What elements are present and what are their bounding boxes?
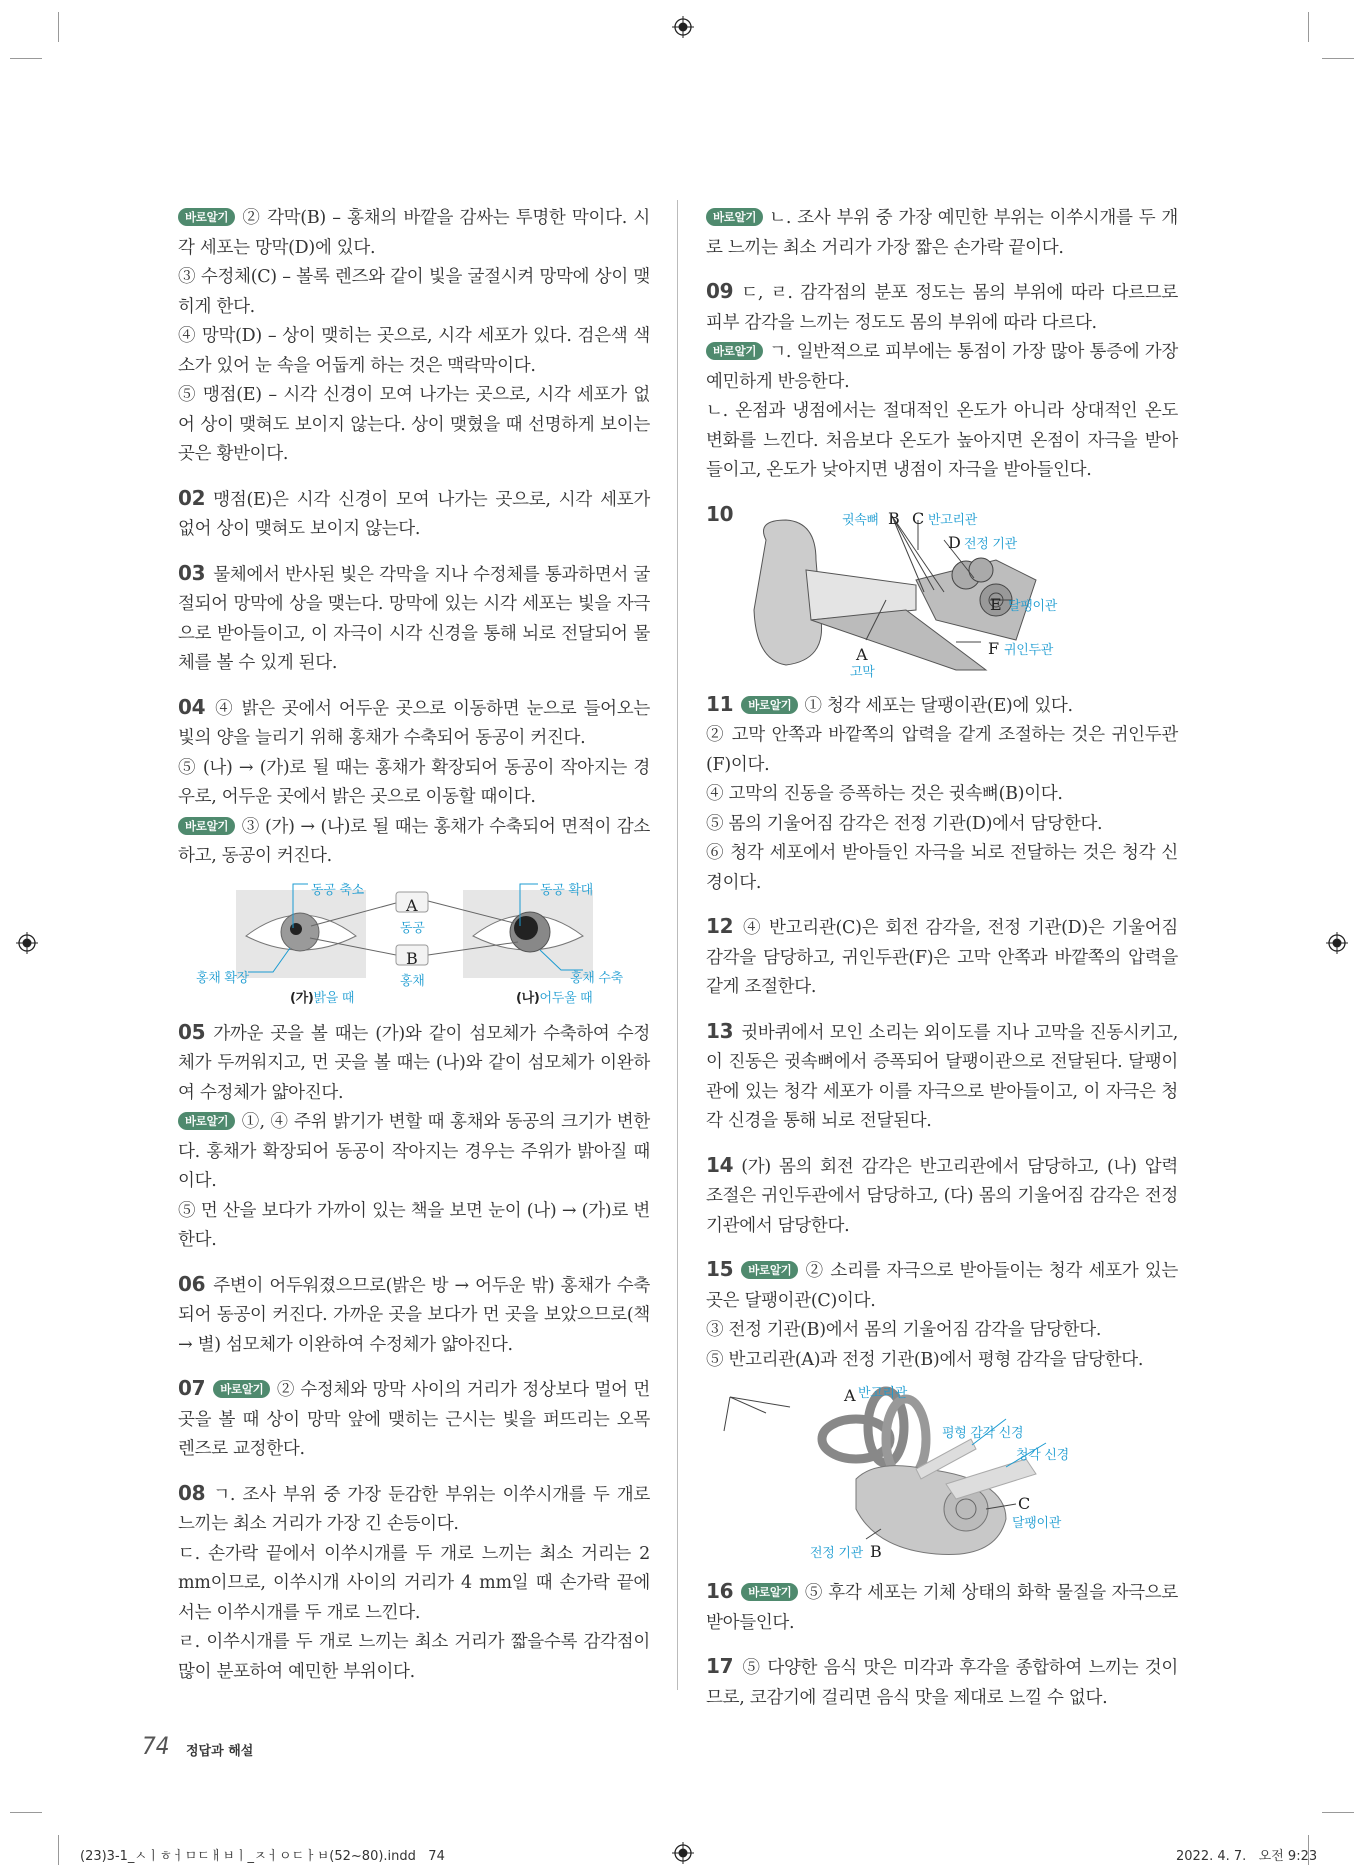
question-number: 04: [178, 694, 206, 719]
answer-text: ㄷ. 손가락 끝에서 이쑤시개를 두 개로 느끼는 최소 거리는 2 mm이므로, 이쑤시개 사이의 거리가 4 mm일 때 손가락 끝에서는 이쑤시개를 두 개로 느낀다.: [178, 1543, 650, 1623]
answer-03: [178, 559, 650, 679]
answer-08: [178, 1479, 650, 1688]
label-balance-nerve: 평형 감각 신경: [942, 1426, 1024, 1441]
question-number: 13: [706, 1018, 734, 1043]
answer-text: ⑤ 반고리관(A)과 전정 기관(B)에서 평형 감각을 담당한다.: [706, 1349, 1144, 1370]
answer-text: ①, ④ 주위 밝기가 변할 때 홍채와 동공의 크기가 변한다. 홍채가 확장되어 동공이 작아지는 경우는 주위가 밝아질 때이다.: [178, 1112, 650, 1191]
answer-12: [706, 912, 1178, 1003]
label-b: B: [406, 948, 418, 968]
correction-badge: 바로알기: [706, 342, 763, 360]
label-cochlea: 달팽이관: [1012, 1516, 1062, 1531]
answer-text: ㄹ. 이쑤시개를 두 개로 느끼는 최소 거리가 짧을수록 감각점이 많이 분포하여 예민한 부위이다.: [178, 1632, 650, 1682]
answer-text: ④ 망막(D) – 상이 맺히는 곳으로, 시각 세포가 있다. 검은색 색소가 있어 눈 속을 어둡게 하는 것은 맥락막이다.: [178, 326, 650, 376]
answer-14: [706, 1151, 1178, 1242]
question-number: 09: [706, 279, 734, 303]
answer-text: ② 소리를 자극으로 받아들이는 청각 세포가 있는 곳은 달팽이관(C)이다.: [706, 1261, 1178, 1311]
inner-ear-figure: [706, 1379, 1178, 1563]
eye-pupil-figure: [178, 876, 650, 1004]
answer-text: ㄴ. 조사 부위 중 가장 예민한 부위는 이쑤시개를 두 개로 느끼는 최소 거리가 가장 짧은 손가락 끝이다.: [706, 208, 1178, 258]
answer-text: 맹점(E)은 시각 신경이 모여 나가는 곳으로, 시각 세포가 없어 상이 맺혀도 보이지 않는다.: [178, 489, 650, 539]
registration-mark-icon: [672, 16, 694, 38]
label-d: D: [948, 532, 961, 552]
answer-07: [178, 1374, 650, 1465]
registration-mark-icon: [16, 932, 38, 954]
label-hearing-nerve: 청각 신경: [1016, 1448, 1069, 1463]
question-number: 02: [178, 485, 206, 510]
crop-mark: [1308, 12, 1309, 42]
file-slug: (23)3-1_ㅅㅣㅎㅓㅁㄷㅐㅂㅣ_ㅈㅓㅇㄷㅏㅂ(52~80).indd 74: [80, 1849, 445, 1864]
answer-text: 귓바퀴에서 모인 소리는 외이도를 지나 고막을 진동시키고, 이 진동은 귓속뼈에서 증폭되어 달팽이관으로 전달된다. 달팽이관에 있는 청각 세포가 이를 자극으로 받아들이고, 이 자극은 청각 신경을 통해 뇌로 전달된다.: [706, 1022, 1178, 1131]
right-column: [706, 204, 1178, 1727]
label-pupil-dilate: 동공 확대: [540, 882, 593, 898]
crop-mark: [58, 1835, 59, 1865]
correction-badge: 바로알기: [178, 1112, 235, 1130]
crop-mark: [1322, 58, 1354, 59]
section-title: 정답과 해설: [186, 1744, 254, 1759]
label-eardrum: 고막: [850, 664, 875, 680]
correction-badge: 바로알기: [178, 817, 235, 835]
question-number: 08: [178, 1480, 206, 1505]
answer-text: 물체에서 반사된 빛은 각막을 지나 수정체를 통과하면서 굴절되어 망막에 상을 맺는다. 망막에 있는 시각 세포는 빛을 자극으로 받아들이고, 이 자극이 시각 신경을 통해 뇌로 전달되어 물체를 볼 수 있게 된다.: [178, 564, 650, 673]
question-number: 15: [706, 1257, 734, 1281]
caption-dark: (나)어두울 때: [516, 990, 593, 1006]
correction-badge: 바로알기: [741, 1583, 798, 1601]
answer-text: ② 수정체와 망막 사이의 거리가 정상보다 멀어 먼 곳을 볼 때 상이 망막 앞에 맺히는 근시는 빛을 퍼뜨리는 오목 렌즈로 교정한다.: [178, 1380, 650, 1459]
caption-bright: (가)밝을 때: [290, 990, 355, 1006]
question-number: 06: [178, 1271, 206, 1296]
answer-text: ② 고막 안쪽과 바깥쪽의 압력을 같게 조절하는 것은 귀인두관(F)이다.: [706, 725, 1178, 775]
answer-text: ㄱ. 조사 부위 중 가장 둔감한 부위는 이쑤시개를 두 개로 느끼는 최소 거리가 가장 긴 손등이다.: [178, 1484, 650, 1534]
label-b: B: [870, 1542, 882, 1561]
answer-text: ⑤ 맹점(E) – 시각 신경이 모여 나가는 곳으로, 시각 세포가 없어 상이 맺혀도 보이지 않는다. 상이 맺혔을 때 선명하게 보이는 곳은 황반이다.: [178, 385, 650, 464]
label-iris: 홍채: [400, 973, 425, 989]
inner-ear-illustration: [706, 1379, 1178, 1563]
answer-15: [706, 1255, 1178, 1563]
column-divider: [677, 200, 678, 1690]
label-eustachian-tube: 귀인두관: [1004, 642, 1054, 658]
correction-badge: 바로알기: [741, 696, 798, 714]
answer-text: (가) 몸의 회전 감각은 반고리관에서 담당하고, (나) 압력 조절은 귀인두관에서 담당하고, (다) 몸의 기울어짐 감각은 전정 기관에서 담당한다.: [706, 1156, 1178, 1236]
correction-badge: 바로알기: [706, 208, 763, 226]
label-a: A: [856, 644, 868, 664]
answer-01-continued: [178, 204, 650, 470]
answer-09: [706, 277, 1178, 486]
answer-16: [706, 1577, 1178, 1638]
label-c: C: [1018, 1494, 1030, 1513]
label-f: F: [988, 638, 999, 658]
label-iris-expand: 홍채 확장: [196, 970, 249, 986]
label-cochlea: 달팽이관: [1008, 598, 1058, 614]
label-semicircular-canals: 반고리관: [858, 1386, 908, 1401]
crop-mark: [10, 58, 42, 59]
answer-08-continued: [706, 204, 1178, 263]
page-number: 74: [142, 1732, 170, 1760]
answer-text: ⑤ (나) → (가)로 될 때는 홍채가 확장되어 동공이 작아지는 경우로, 어두운 곳에서 밝은 곳으로 이동할 때이다.: [178, 757, 650, 807]
answer-text: ③ 수정체(C) – 볼록 렌즈와 같이 빛을 굴절시켜 망막에 상이 맺히게 한다.: [178, 267, 650, 317]
question-number: 10: [706, 501, 734, 526]
print-timestamp: 2022. 4. 7. 오전 9:23: [1176, 1849, 1318, 1864]
answer-02: [178, 484, 650, 545]
label-semicircular-canals: 반고리관: [928, 512, 978, 528]
label-pupil: 동공: [400, 920, 425, 936]
crop-mark: [1322, 1812, 1354, 1813]
question-number: 05: [178, 1019, 206, 1044]
crop-mark: [10, 1812, 42, 1813]
correction-badge: 바로알기: [741, 1261, 798, 1279]
answer-13: [706, 1017, 1178, 1137]
registration-mark-icon: [672, 1842, 694, 1864]
label-e: E: [990, 594, 1002, 614]
label-a: A: [406, 895, 418, 915]
answer-text: ③ (가) → (나)로 될 때는 홍채가 수축되어 면적이 감소하고, 동공이 커진다.: [178, 816, 650, 866]
answer-text: 가까운 곳을 볼 때는 (가)와 같이 섬모체가 수축하여 수정체가 두꺼워지고, 먼 곳을 볼 때는 (나)와 같이 섬모체가 이완하여 수정체가 얇아진다.: [178, 1023, 650, 1103]
label-vestibule: 전정 기관: [810, 1546, 863, 1561]
answer-text: ⑥ 청각 세포에서 받아들인 자극을 뇌로 전달하는 것은 청각 신경이다.: [706, 843, 1178, 893]
label-b: B: [888, 508, 900, 528]
answer-text: ㄱ. 일반적으로 피부에는 통점이 가장 많아 통증에 가장 예민하게 반응한다.: [706, 342, 1178, 392]
question-number: 17: [706, 1654, 734, 1678]
label-vestibule: 전정 기관: [964, 536, 1017, 552]
question-number: 11: [706, 691, 734, 716]
answer-text: 주변이 어두워졌으므로(밝은 방 → 어두운 밖) 홍채가 수축되어 동공이 커진다. 가까운 곳을 보다가 먼 곳을 보았으므로(책 → 별) 섬모체가 이완하여 수정체가 얇아진다.: [178, 1275, 650, 1355]
label-iris-contract: 홍채 수축: [570, 970, 623, 986]
answer-text: ⑤ 먼 산을 보다가 가까이 있는 책을 보면 눈이 (나) → (가)로 변한다.: [178, 1200, 650, 1250]
answer-text: ③ 전정 기관(B)에서 몸의 기울어짐 감각을 담당한다.: [706, 1320, 1102, 1340]
label-c: C: [912, 508, 924, 528]
answer-11: [706, 690, 1178, 899]
answer-text: ㄴ. 온점과 냉점에서는 절대적인 온도가 아니라 상대적인 온도 변화를 느낀다. 처음보다 온도가 높아지면 온점이 자극을 받아들이고, 온도가 낮아지면 냉점이 자극을 받아들인다.: [706, 401, 1178, 480]
correction-badge: 바로알기: [178, 208, 235, 226]
answer-text: ④ 밝은 곳에서 어두운 곳으로 이동하면 눈으로 들어오는 빛의 양을 늘리기 위해 홍채가 수축되어 동공이 커진다.: [178, 698, 650, 748]
registration-mark-icon: [1326, 932, 1348, 954]
answer-10-ear-figure: [706, 500, 1178, 680]
question-number: 14: [706, 1152, 734, 1177]
correction-badge: 바로알기: [213, 1380, 270, 1398]
left-column: [178, 204, 650, 1701]
answer-06: [178, 1270, 650, 1361]
answer-text: ⑤ 다양한 음식 맛은 미각과 후각을 종합하여 느끼는 것이므로, 코감기에 걸리면 음식 맛을 제대로 느낄 수 없다.: [706, 1658, 1178, 1708]
answer-text: ① 청각 세포는 달팽이관(E)에 있다.: [804, 695, 1073, 716]
question-number: 07: [178, 1376, 206, 1400]
answer-04: [178, 693, 650, 1004]
answer-text: ④ 고막의 진동을 증폭하는 것은 귓속뼈(B)이다.: [706, 784, 1063, 804]
answer-text: ⑤ 몸의 기울어짐 감각은 전정 기관(D)에서 담당한다.: [706, 813, 1103, 834]
answer-text: ⑤ 후각 세포는 기체 상태의 화학 물질을 자극으로 받아들인다.: [706, 1583, 1178, 1633]
answer-text: ㄷ, ㄹ. 감각점의 분포 정도는 몸의 부위에 따라 다르므로 피부 감각을 느끼는 정도도 몸의 부위에 따라 다르다.: [706, 283, 1178, 333]
answer-05: [178, 1018, 650, 1256]
label-ossicles: 귓속뼈: [842, 512, 879, 528]
label-pupil-shrink: 동공 축소: [311, 882, 364, 898]
question-number: 12: [706, 914, 734, 938]
answer-text: ② 각막(B) – 홍채의 바깥을 감싸는 투명한 막이다. 시각 세포는 망막(D)에 있다.: [178, 208, 650, 258]
question-number: 03: [178, 560, 206, 585]
crop-mark: [58, 12, 59, 42]
question-number: 16: [706, 1579, 734, 1603]
label-a: A: [844, 1386, 856, 1405]
answer-text: ④ 반고리관(C)은 회전 감각을, 전정 기관(D)은 기울어짐 감각을 담당하고, 귀인두관(F)은 고막 안쪽과 바깥쪽의 압력을 같게 조절한다.: [706, 918, 1178, 997]
answer-17: [706, 1652, 1178, 1713]
